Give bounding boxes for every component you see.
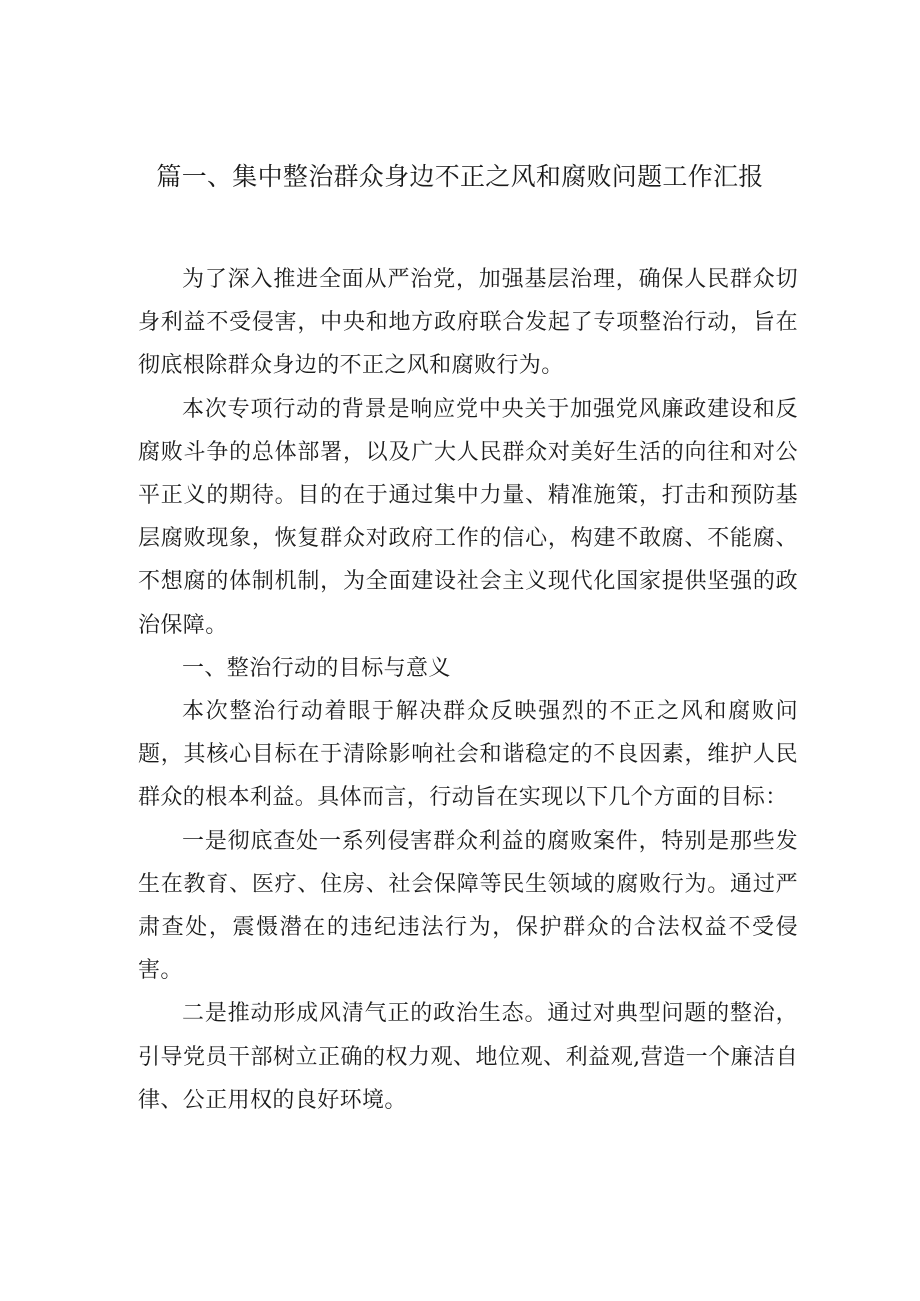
background-paragraph: 本次专项行动的背景是响应党中央关于加强党风廉政建设和反腐败斗争的总体部署，以及广大人民群众对美好生活的向往和对公平正义的期待。目的在于通过集中力量、精准施策，打击和预防基层腐败现象，恢复群众对政府工作的信心，构建不敢腐、不能腐、不想腐的体制机制，为全面建设社会主义现代化国家提供坚强的政治保障。	[138, 396, 798, 638]
section-paragraph: 本次整治行动着眼于解决群众反映强烈的不正之风和腐败问题，其核心目标在于清除影响社会和谐稳定的不良因素，维护人民群众的根本利益。具体而言，行动旨在实现以下几个方面的目标：	[138, 699, 798, 811]
intro-paragraph: 为了深入推进全面从严治党，加强基层治理，确保人民群众切身利益不受侵害，中央和地方政府联合发起了专项整治行动，旨在彻底根除群众身边的不正之风和腐败行为。	[138, 267, 798, 379]
section-paragraph: 一是彻底查处一系列侵害群众利益的腐败案件，特别是那些发生在教育、医疗、住房、社会保障等民生领域的腐败行为。通过严肃查处，震慑潜在的违纪违法行为，保护群众的合法权益不受侵害。	[138, 828, 798, 984]
document-title: 篇一、集中整治群众身边不正之风和腐败问题工作汇报	[156, 162, 764, 191]
section-heading: 一、整治行动的目标与意义	[182, 655, 451, 681]
section-paragraph: 二是推动形成风清气正的政治生态。通过对典型问题的整治，引导党员干部树立正确的权力观、地位观、利益观,营造一个廉洁自律、公正用权的良好环境。	[138, 1001, 798, 1113]
document-body	[138, 258, 798, 1122]
